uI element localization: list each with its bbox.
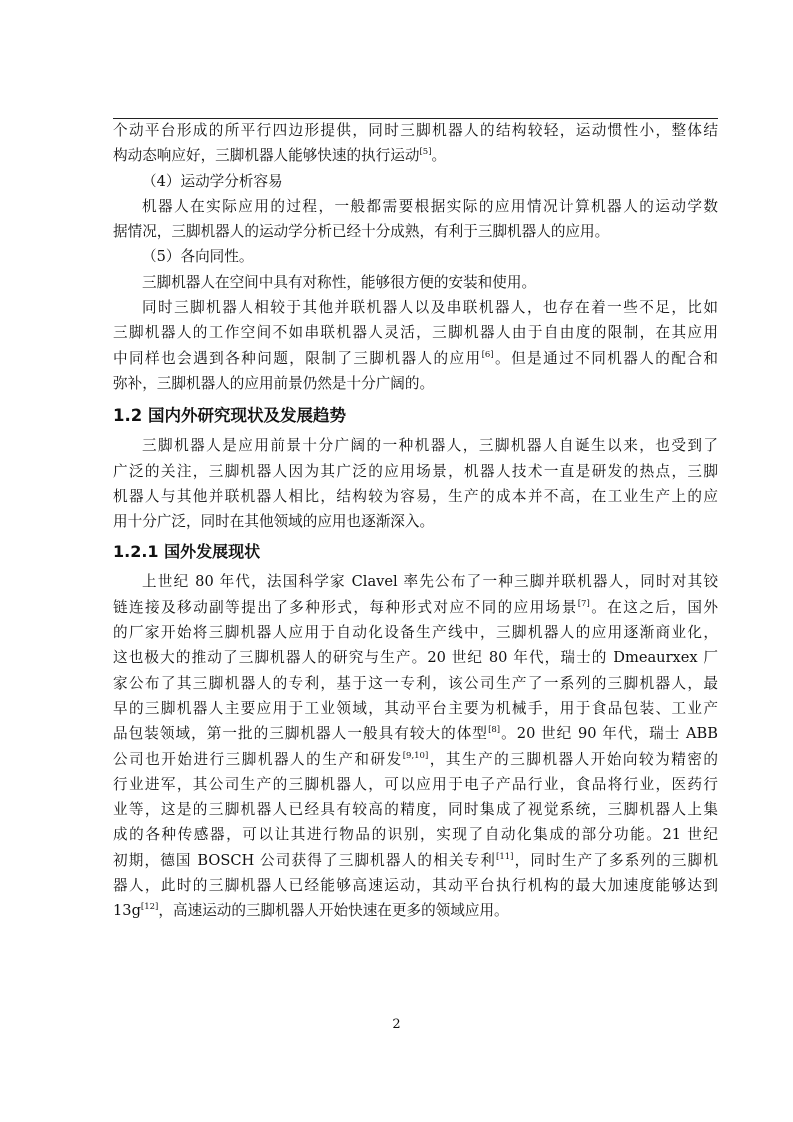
paragraph	[113, 295, 718, 396]
text-line	[113, 320, 718, 345]
citation: [12]	[140, 902, 159, 913]
text: 初期，德国 BOSCH 公司获得了三脚机器人的相关专利	[113, 851, 497, 869]
page-number: 2	[392, 1017, 401, 1032]
text: 中同样也会遇到各种问题，限制了三脚机器人的应用	[113, 349, 482, 367]
text: 13g	[113, 902, 141, 920]
item-label	[113, 169, 718, 194]
text: 广泛的关注，三脚机器人因为其广泛的应用场景，机器人技术一直是研发的热点，三脚	[113, 462, 718, 480]
text: 成的各种传感器，可以让其进行物品的识别，实现了自动化集成的部分功能。21 世纪	[113, 826, 718, 844]
text: 业等，这是的三脚机器人已经具有较高的精度，同时集成了视觉系统，三脚机器人上集	[113, 801, 718, 819]
text-line	[113, 484, 718, 509]
text: 这也极大的推动了三脚机器人的研究与生产。20 世纪 80 年代，瑞士的 Dmeaurxex 厂	[113, 649, 718, 667]
text: 三脚机器人在空间中具有对称性，能够很方便的安装和使用。	[142, 273, 537, 291]
text-line	[113, 118, 718, 143]
citation: [8]	[488, 725, 501, 736]
text: 家公布了其三脚机器人的专利，基于这一专利，该公司生产了一系列的三脚机器人，最	[113, 674, 718, 692]
text-line	[113, 143, 718, 168]
item-label	[113, 244, 718, 269]
text-line	[113, 721, 718, 746]
text-line	[113, 194, 718, 219]
text-line	[113, 459, 718, 484]
text: 公司也开始进行三脚机器人的生产和研发	[113, 750, 403, 768]
text: 。20 世纪 90 年代，瑞士 ABB	[500, 725, 718, 743]
text: 用十分广泛，同时在其他领域的应用也逐渐深入。	[113, 513, 435, 531]
text-line	[113, 873, 718, 898]
text: ，同时生产了多系列的三脚机	[513, 851, 718, 869]
text-line	[113, 270, 718, 295]
paragraph	[113, 433, 718, 534]
text-line	[113, 696, 718, 721]
text-line	[113, 645, 718, 670]
text-line	[113, 797, 718, 822]
subsection-heading: 1.2.1 国外发展现状	[113, 542, 261, 562]
text: 品包装领域，第一批的三脚机器人一般具有较大的体型	[113, 725, 489, 743]
text: 三脚机器人的工作空间不如串联机器人灵活，三脚机器人由于自由度的限制，在其应用	[113, 324, 718, 342]
text-line	[113, 295, 718, 320]
continued-paragraph	[113, 118, 718, 169]
text: 机器人与其他并联机器人相比，结构较为容易，生产的成本并不高，在工业生产上的应	[113, 487, 718, 505]
text: 。在这之后，国外	[589, 598, 718, 616]
citation: [11]	[496, 851, 514, 862]
text-line	[113, 898, 718, 923]
text-line	[113, 822, 718, 847]
text-line	[113, 671, 718, 696]
citation: [6]	[481, 349, 494, 360]
paragraph	[113, 194, 718, 245]
section-heading: 1.2 国内外研究现状及发展趋势	[113, 406, 346, 426]
text-line	[113, 346, 718, 371]
text: 构动态响应好，三脚机器人能够快速的执行运动	[113, 147, 420, 165]
text: 个动平台形成的所平行四边形提供，同时三脚机器人的结构较轻，运动惯性小，整体结	[113, 122, 718, 139]
page-body	[113, 118, 718, 924]
text: 行业进军，其公司生产的三脚机器人，可以应用于电子产品行业，食品将行业，医药行	[113, 775, 718, 793]
text-line	[113, 595, 718, 620]
text-line	[113, 620, 718, 645]
text-line	[113, 219, 718, 244]
text: 同时三脚机器人相较于其他并联机器人以及串联机器人，也存在着一些不足，比如	[142, 299, 718, 317]
text: 机器人在实际应用的过程，一般都需要根据实际的应用情况计算机器人的运动学数	[142, 197, 718, 215]
text: ，高速运动的三脚机器人开始快速在更多的领域应用。	[158, 902, 509, 920]
text: 链连接及移动副等提出了多种形式，每种形式对应不同的应用场景	[113, 598, 578, 616]
text: 早的三脚机器人主要应用于工业领域，其动平台主要为机械手，用于食品包装、工业产	[113, 699, 718, 717]
citation: [7]	[577, 598, 590, 609]
paragraph	[113, 569, 718, 923]
text-line	[113, 569, 718, 594]
text: 据情况，三脚机器人的运动学分析已经十分成熟，有利于三脚机器人的应用。	[113, 223, 610, 241]
text: 上世纪 80 年代，法国科学家 Clavel 率先公布了一种三脚并联机器人，同时对其铰	[142, 573, 718, 591]
text: 弥补，三脚机器人的应用前景仍然是十分广阔的。	[113, 374, 435, 392]
text-line	[113, 747, 718, 772]
text: ，其生产的三脚机器人开始向较为精密的	[428, 750, 718, 768]
text: 器人，此时的三脚机器人已经能够高速运动，其动平台执行机构的最大加速度能够达到	[113, 877, 718, 895]
text-line	[113, 371, 718, 396]
text: （4）运动学分析容易	[142, 172, 283, 190]
text: 。但是通过不同机器人的配合和	[493, 349, 718, 367]
text: （5）各向同性。	[142, 248, 254, 266]
text-line	[113, 772, 718, 797]
text-line	[113, 509, 718, 534]
text-line	[113, 848, 718, 873]
citation: [5]	[419, 147, 432, 158]
text: 三脚机器人是应用前景十分广阔的一种机器人，三脚机器人自诞生以来，也受到了	[142, 437, 718, 455]
text-line	[113, 433, 718, 458]
text: 。	[431, 147, 447, 165]
citation: [9,10]	[402, 750, 429, 761]
text: 的厂家开始将三脚机器人应用于自动化设备生产线中，三脚机器人的应用逐渐商业化，	[113, 624, 718, 642]
